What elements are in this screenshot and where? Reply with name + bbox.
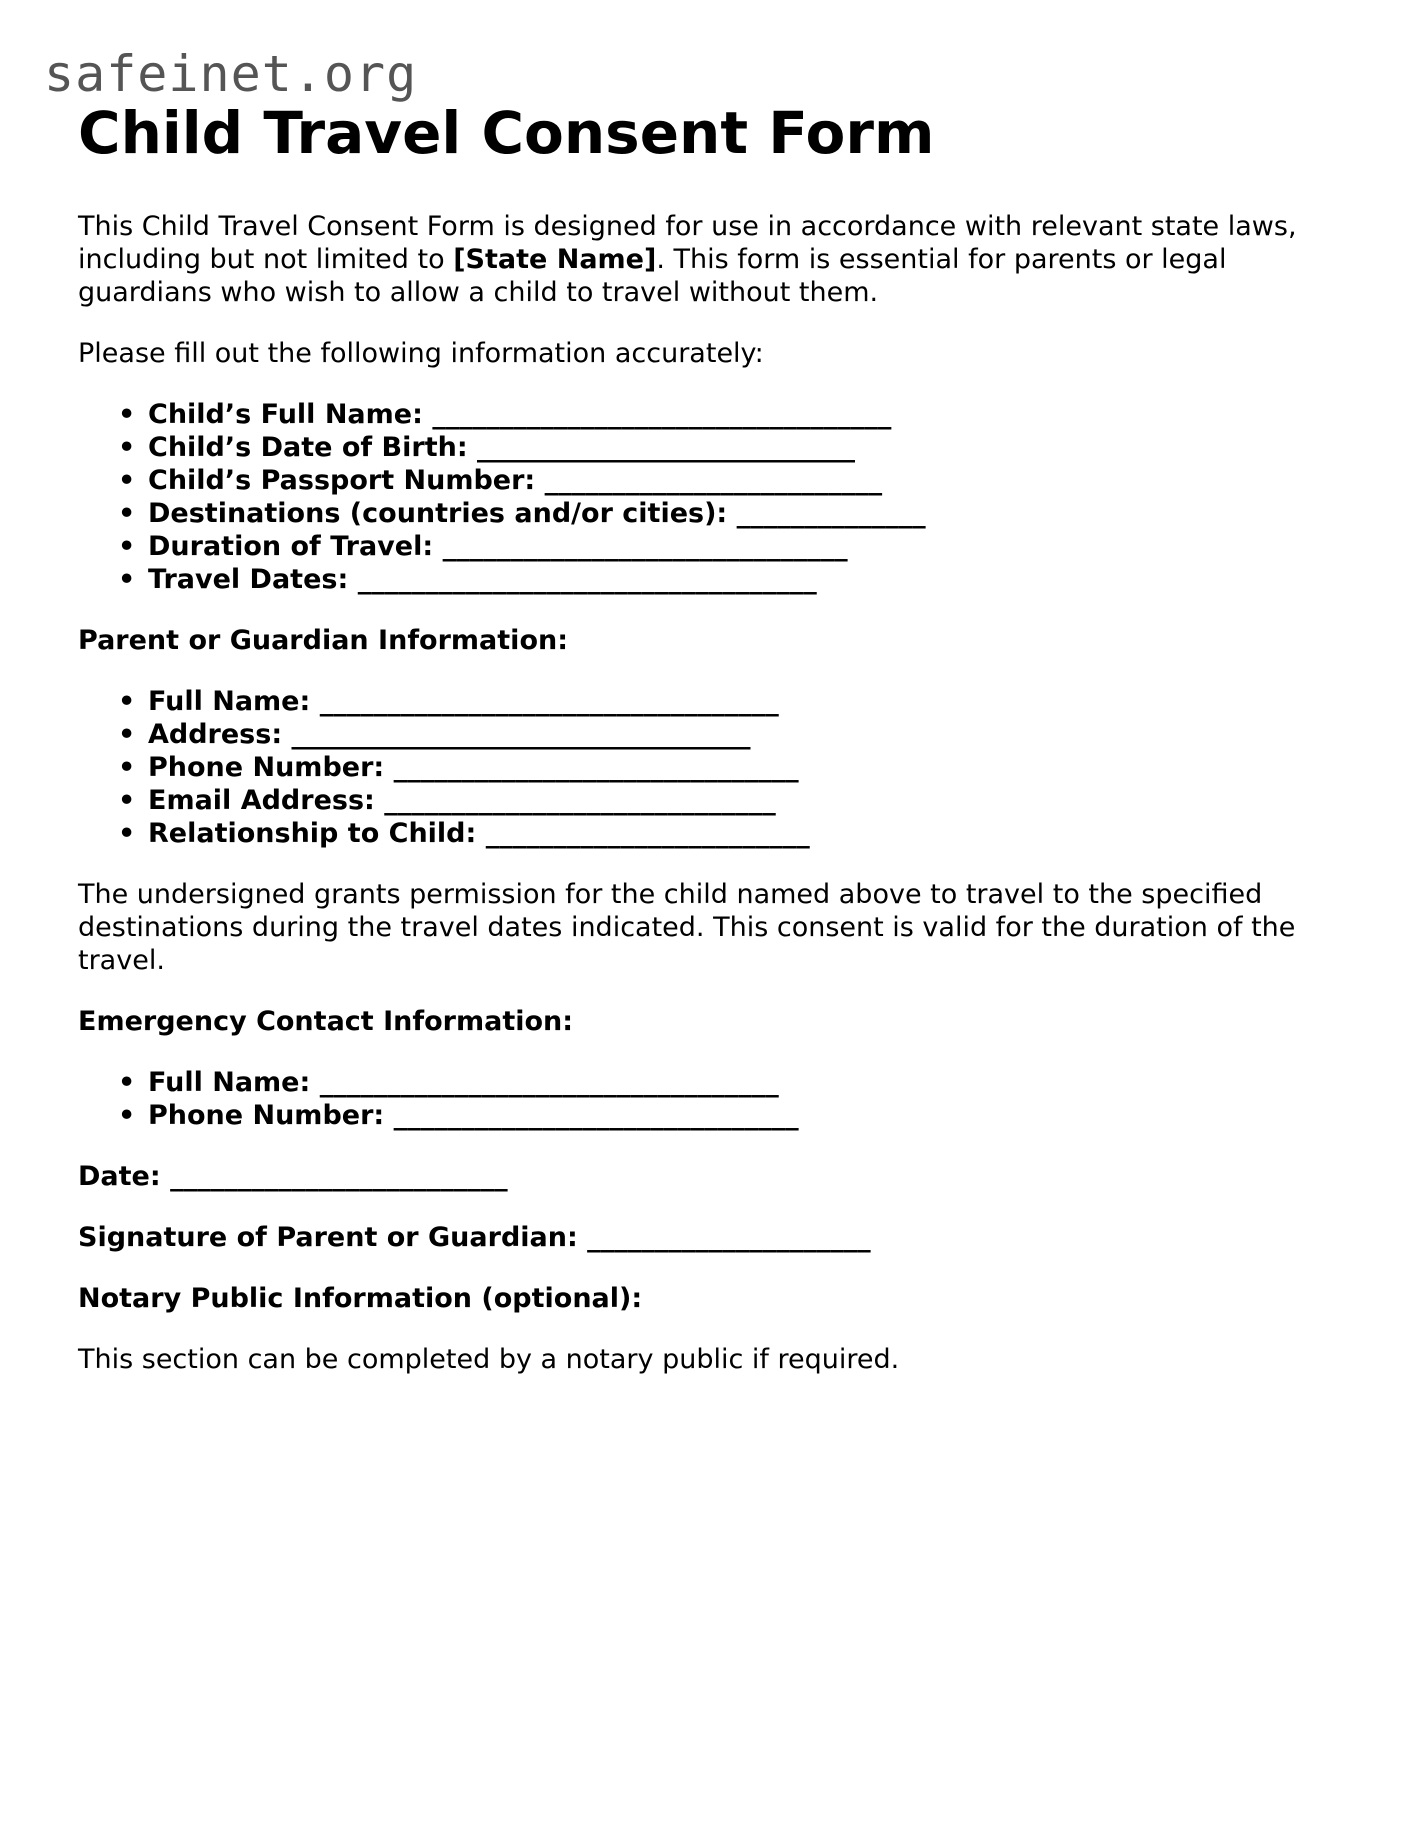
field-label: Full Name:	[148, 686, 311, 717]
signature-field	[78, 1221, 1348, 1254]
emergency-section-heading: Emergency Contact Information:	[78, 1006, 574, 1037]
fill-in-line[interactable]: __________________________________	[357, 564, 817, 595]
field-label: Child’s Full Name:	[148, 399, 423, 430]
field-label: Full Name:	[148, 1067, 311, 1098]
field-label: Phone Number:	[148, 752, 385, 783]
intro-text-end: . This form is essential for parents or legal guardians who wish to allow a child to travel without them.	[78, 244, 1227, 308]
field-label: Child’s Passport Number:	[148, 465, 536, 496]
field-label: Relationship to Child:	[148, 818, 477, 849]
notary-text: This section can be completed by a notary public if required.	[78, 1344, 900, 1375]
fill-in-line[interactable]: ____________________________	[477, 432, 856, 463]
field-label: Signature of Parent or Guardian:	[78, 1222, 578, 1253]
field-label: Child’s Date of Birth:	[148, 432, 468, 463]
travel-dates-field	[148, 563, 1348, 596]
fill-in-line[interactable]: ______________________________	[442, 531, 848, 562]
fill-in-line[interactable]: _____________________	[587, 1222, 871, 1253]
guardian-email-field	[148, 784, 1348, 817]
intro-paragraph	[78, 210, 1348, 309]
destinations-field	[148, 497, 1348, 530]
fill-in-line[interactable]: ______________________________	[393, 1100, 799, 1131]
fill-in-line[interactable]: __________________________________	[432, 399, 892, 430]
emergency-info-list	[78, 1066, 1348, 1132]
fill-in-line[interactable]: _____________________________	[384, 785, 776, 816]
fill-in-line[interactable]: _________________________	[170, 1161, 508, 1192]
child-date-of-birth-field	[148, 431, 1348, 464]
guardian-phone-field	[148, 751, 1348, 784]
form-document	[78, 98, 1348, 1404]
guardian-section-heading: Parent or Guardian Information:	[78, 625, 569, 656]
child-full-name-field	[148, 398, 1348, 431]
guardian-relationship-field	[148, 817, 1348, 850]
guardian-full-name-field	[148, 685, 1348, 718]
emergency-full-name-field	[148, 1066, 1348, 1099]
date-field	[78, 1160, 1348, 1193]
consent-paragraph: The undersigned grants permission for the child named above to travel to the specified destinations during the travel dates indicated. This consent is valid for the duration of the travel.	[78, 879, 1296, 976]
child-passport-number-field	[148, 464, 1348, 497]
field-label: Email Address:	[148, 785, 375, 816]
fill-in-line[interactable]: ________________________	[485, 818, 810, 849]
watermark-logo: safeinet.org	[44, 45, 418, 103]
field-label: Travel Dates:	[148, 564, 349, 595]
instructions-text: Please fill out the following information accurately:	[78, 338, 764, 369]
guardian-info-list	[78, 685, 1348, 850]
guardian-address-field	[148, 718, 1348, 751]
fill-in-line[interactable]: __________________________________	[319, 686, 779, 717]
fill-in-line[interactable]: ______________	[736, 498, 926, 529]
fill-in-line[interactable]: __________________________________	[291, 719, 751, 750]
notary-section-heading: Notary Public Information (optional):	[78, 1283, 643, 1314]
duration-of-travel-field	[148, 530, 1348, 563]
field-label: Date:	[78, 1161, 161, 1192]
field-label: Address:	[148, 719, 283, 750]
field-label: Phone Number:	[148, 1100, 385, 1131]
field-label: Duration of Travel:	[148, 531, 434, 562]
state-name-placeholder: [State Name]	[453, 244, 657, 275]
intro-text-start: This Child Travel Consent Form is designed for use in accordance with relevant state laws, including but not limited to	[78, 211, 1297, 275]
child-info-list	[78, 398, 1348, 596]
fill-in-line[interactable]: __________________________________	[319, 1067, 779, 1098]
fill-in-line[interactable]: ______________________________	[393, 752, 799, 783]
page-title: Child Travel Consent Form	[78, 99, 935, 167]
fill-in-line[interactable]: _________________________	[544, 465, 883, 496]
emergency-phone-field	[148, 1099, 1348, 1132]
field-label: Destinations (countries and/or cities):	[148, 498, 728, 529]
